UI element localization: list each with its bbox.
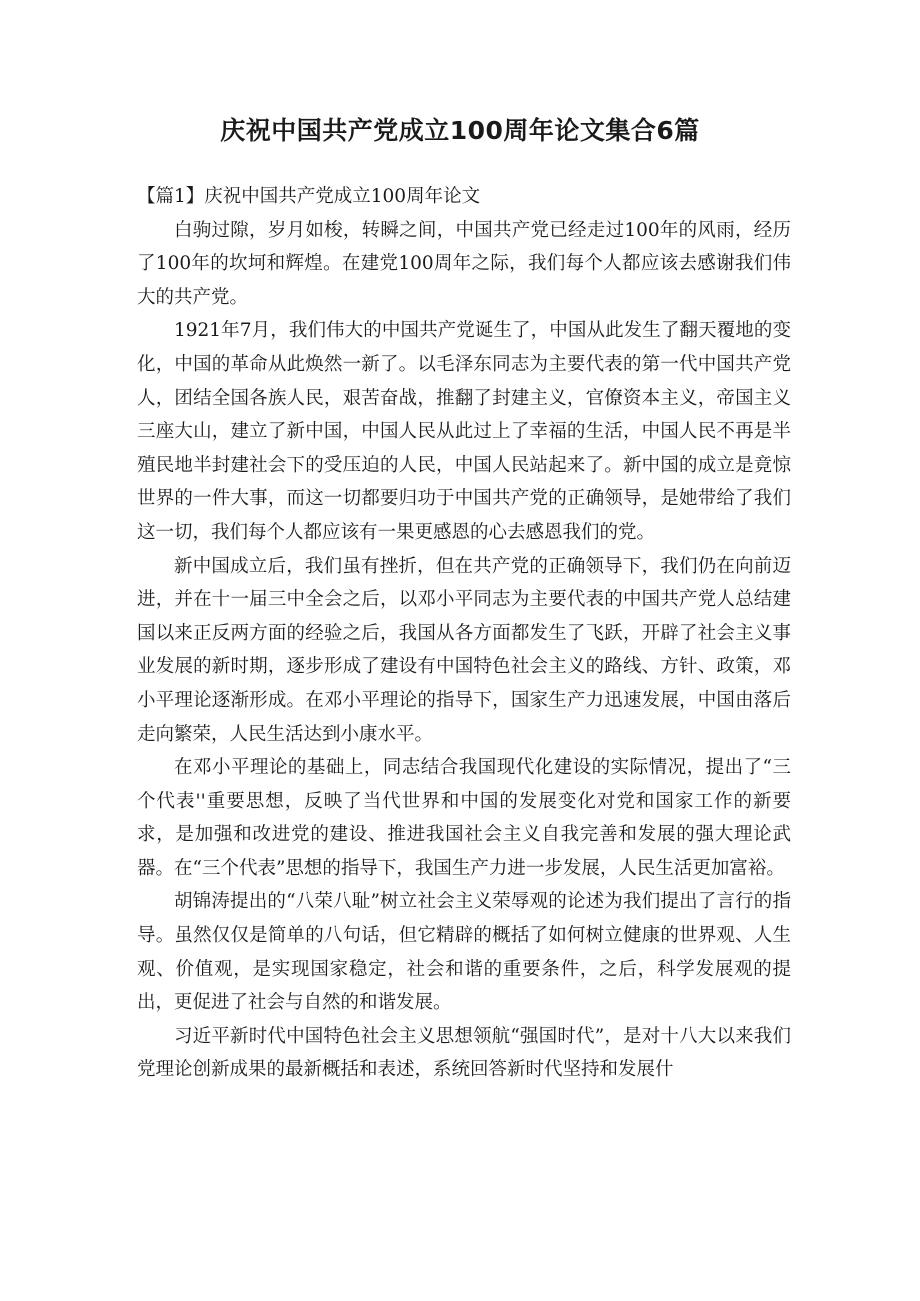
paragraph-3: 新中国成立后，我们虽有挫折，但在共产党的正确领导下，我们仍在向前迈进，并在十一届三中全会之后，以邓小平同志为主要代表的中国共产党人总结建国以来正反两方面的经验之后，我国从各方面都发生了飞跃，开辟了社会主义事业发展的新时期，逐步形成了建设有中国特色社会主义的路线、方针、政策，邓小平理论逐渐形成。在邓小平理论的指导下，国家生产力迅速发展，中国由落后走向繁荣，人民生活达到小康水平。 (137, 555, 791, 745)
paragraph-1: 白驹过隙，岁月如梭，转瞬之间，中国共产党已经走过100年的风雨，经历了100年的坎坷和辉煌。在建党100周年之际，我们每个人都应该去感谢我们伟大的共产党。 (137, 219, 791, 308)
section-heading: 【篇1】庆祝中国共产党成立100周年论文 (137, 186, 481, 207)
paragraph-5: 胡锦涛提出的“八荣八耻”树立社会主义荣辱观的论述为我们提出了言行的指导。虽然仅仅是简单的八句话，但它精辟的概括了如何树立健康的世界观、人生观、价值观，是实现国家稳定，社会和谐的重要条件，之后，科学发展观的提出，更促进了社会与自然的和谐发展。 (137, 891, 791, 1014)
paragraph-2: 1921年7月，我们伟大的中国共产党诞生了，中国从此发生了翻天覆地的变化，中国的革命从此焕然一新了。以毛泽东同志为主要代表的第一代中国共产党人，团结全国各族人民，艰苦奋战，推翻了封建主义，官僚资本主义，帝国主义三座大山，建立了新中国，中国人民从此过上了幸福的生活，中国人民不再是半殖民地半封建社会下的受压迫的人民，中国人民站起来了。新中国的成立是竟惊世界的一件大事，而这一切都要归功于中国共产党的正确领导，是她带给了我们这一切，我们每个人都应该有一果更感恩的心去感恩我们的党。 (137, 320, 791, 543)
paragraph-4: 在邓小平理论的基础上，同志结合我国现代化建设的实际情况，提出了“三个代表''重要思想，反映了当代世界和中国的发展变化对党和国家工作的新要求，是加强和改进党的建设、推进我国社会主义自我完善和发展的强大理论武器。在“三个代表”思想的指导下，我国生产力进一步发展，人民生活更加富裕。 (137, 757, 791, 879)
document-body (137, 180, 791, 1087)
paragraph-6: 习近平新时代中国特色社会主义思想领航“强国时代”，是对十八大以来我们党理论创新成果的最新概括和表述，系统回答新时代坚持和发展什 (137, 1025, 791, 1081)
document-title: 庆祝中国共产党成立100周年论文集合6篇 (220, 116, 700, 145)
